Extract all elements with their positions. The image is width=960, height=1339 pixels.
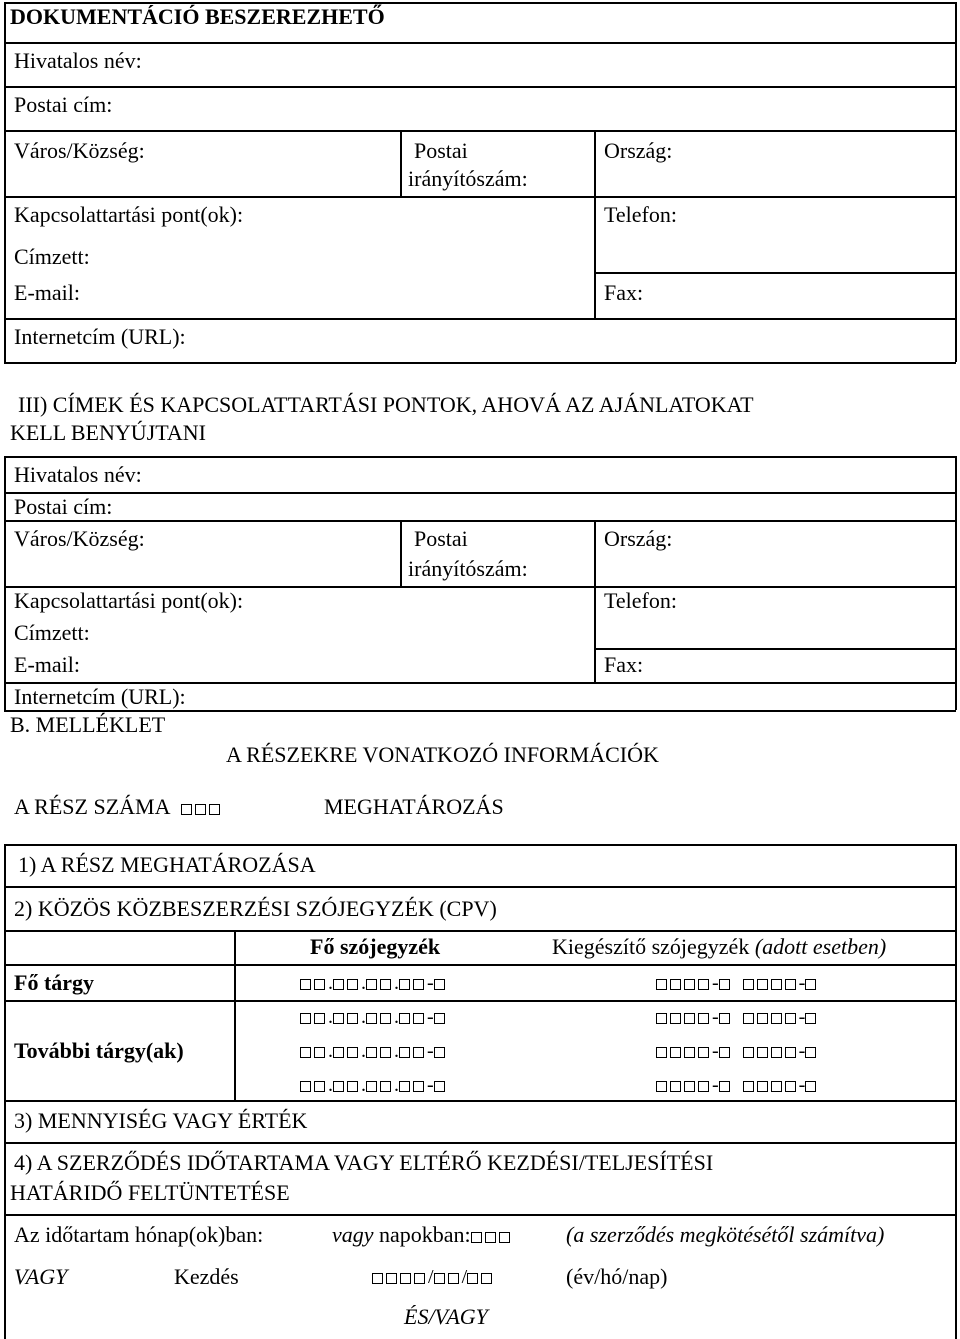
digit-box [481, 1273, 492, 1284]
col-main-vocabulary: Fő szójegyzék [310, 934, 441, 959]
digit-box [380, 1013, 391, 1024]
digit-box [719, 1013, 730, 1024]
item-quantity: 3) MENNYISÉG VAGY ÉRTÉK [14, 1108, 308, 1133]
cpv-additional-supp-code[interactable]: - - [656, 1040, 819, 1063]
rule [4, 86, 956, 88]
digit-box [333, 1081, 344, 1092]
digit-box [386, 1273, 397, 1284]
digit-box [670, 979, 681, 990]
digit-box [684, 1013, 695, 1024]
digit-box [656, 1013, 667, 1024]
digit-box [413, 1081, 424, 1092]
label-postal-code: Postai [414, 138, 468, 163]
digit-box [771, 1081, 782, 1092]
label-url: Internetcím (URL): [14, 684, 186, 709]
digit-box [300, 1013, 311, 1024]
digit-box [414, 1273, 425, 1284]
top-left-rule [4, 2, 6, 42]
rule [4, 42, 6, 362]
digit-box [743, 979, 754, 990]
part-number-text: A RÉSZ SZÁMA [14, 794, 170, 819]
digit-box [698, 979, 709, 990]
item-part-definition: 1) A RÉSZ MEGHATÁROZÁSA [18, 852, 316, 877]
digit-box [314, 979, 325, 990]
digit-box [434, 1013, 445, 1024]
digit-box [805, 1081, 816, 1092]
label-addressee: Címzett: [14, 244, 90, 269]
cpv-additional-code[interactable]: . . . - [300, 1040, 448, 1063]
digit-box [434, 1081, 445, 1092]
digit-box [771, 1047, 782, 1058]
label-phone: Telefon: [604, 202, 677, 227]
heading-documentation: DOKUMENTÁCIÓ BESZEREZHETŐ [10, 4, 385, 29]
digit-box [656, 979, 667, 990]
annex-subtitle: A RÉSZEKRE VONATKOZÓ INFORMÁCIÓK [226, 742, 659, 767]
digit-box [366, 1081, 377, 1092]
digit-box [314, 1013, 325, 1024]
digit-box [743, 1081, 754, 1092]
label-email: E-mail: [14, 652, 80, 677]
label-and-or: ÉS/VAGY [404, 1304, 488, 1329]
digit-box [372, 1273, 383, 1284]
rule [234, 930, 236, 1100]
rule [4, 1214, 956, 1216]
digit-box [366, 979, 377, 990]
digit-box [698, 1013, 709, 1024]
digit-box [684, 1081, 695, 1092]
label-country: Ország: [604, 138, 673, 163]
digit-box [209, 804, 220, 815]
digit-box [757, 1013, 768, 1024]
digit-box [333, 1047, 344, 1058]
rule [4, 1000, 956, 1002]
digit-box [805, 1047, 816, 1058]
digit-box [785, 1013, 796, 1024]
rule [4, 196, 594, 198]
rule [4, 844, 6, 1339]
digit-box [719, 1081, 730, 1092]
section-iii-heading-2: KELL BENYÚJTANI [10, 420, 207, 445]
digit-box [314, 1081, 325, 1092]
digit-box [347, 1081, 358, 1092]
label-url: Internetcím (URL): [14, 324, 186, 349]
rule [400, 520, 402, 586]
digit-box [366, 1013, 377, 1024]
digit-box [300, 1081, 311, 1092]
digit-box [399, 1081, 410, 1092]
digit-box [300, 979, 311, 990]
label-contact-points: Kapcsolattartási pont(ok): [14, 588, 244, 613]
digit-box [399, 1047, 410, 1058]
digit-box [300, 1047, 311, 1058]
rule [4, 520, 956, 522]
digit-box [314, 1047, 325, 1058]
digit-box [195, 804, 206, 815]
start-date-boxes[interactable]: / / [372, 1266, 495, 1289]
digit-box [400, 1273, 411, 1284]
label-postal-code-2: irányítószám: [408, 556, 528, 581]
supp-vocab-note: (adott esetben) [754, 934, 887, 959]
label-part-number [14, 794, 223, 820]
digit-box [399, 979, 410, 990]
row-additional-objects: További tárgy(ak) [14, 1038, 184, 1063]
digit-box [785, 1047, 796, 1058]
digit-box [684, 1047, 695, 1058]
item-duration-2: HATÁRIDŐ FELTÜNTETÉSE [10, 1180, 290, 1205]
digit-box [771, 979, 782, 990]
digit-box [380, 979, 391, 990]
label-from-conclusion: (a szerződés megkötésétől számítva) [566, 1222, 885, 1247]
or-text: vagy [332, 1222, 374, 1247]
label-or-caps: VAGY [14, 1264, 68, 1289]
days-boxes[interactable] [471, 1225, 513, 1247]
digit-box [785, 1081, 796, 1092]
item-duration: 4) A SZERZŐDÉS IDŐTARTAMA VAGY ELTÉRŐ KEZDÉSI/TELJESÍTÉSI [14, 1150, 714, 1175]
rule [955, 456, 957, 710]
digit-box [698, 1047, 709, 1058]
digit-box [380, 1081, 391, 1092]
label-postal-address: Postai cím: [14, 494, 113, 519]
digit-box [413, 1047, 424, 1058]
label-or-days [332, 1222, 513, 1248]
rule [594, 272, 956, 274]
digit-box [471, 1232, 482, 1243]
rule [4, 930, 956, 932]
rule [4, 1142, 956, 1144]
digit-box [771, 1013, 782, 1024]
rule [400, 130, 402, 196]
rule [594, 648, 956, 650]
digit-box [434, 1273, 445, 1284]
digit-box [347, 1047, 358, 1058]
rule [4, 42, 956, 44]
digit-box [805, 1013, 816, 1024]
cpv-main-code[interactable]: . . . - [300, 972, 448, 995]
digit-box [333, 979, 344, 990]
label-duration-months: Az időtartam hónap(ok)ban: [14, 1222, 264, 1247]
digit-box [670, 1047, 681, 1058]
rule [4, 964, 956, 966]
label-date-format: (év/hó/nap) [566, 1264, 668, 1289]
section-iii-heading: III) CÍMEK ÉS KAPCSOLATTARTÁSI PONTOK, AHOVÁ AZ AJÁNLATOKAT [18, 392, 754, 417]
digit-box [399, 1013, 410, 1024]
rule [4, 1100, 956, 1102]
rule [4, 362, 956, 364]
supp-vocab-text: Kiegészítő szójegyzék [552, 934, 750, 959]
digit-box [719, 1047, 730, 1058]
digit-box [719, 979, 730, 990]
label-city: Város/Község: [14, 138, 145, 163]
rule [955, 844, 957, 1339]
rule [4, 456, 956, 458]
digit-box [743, 1047, 754, 1058]
digit-box [333, 1013, 344, 1024]
cpv-additional-code[interactable]: . . . - [300, 1006, 448, 1029]
item-cpv: 2) KÖZÖS KÖZBESZERZÉSI SZÓJEGYZÉK (CPV) [14, 896, 497, 921]
label-official-name: Hivatalos név: [14, 48, 142, 73]
rule [594, 196, 956, 198]
digit-box [448, 1273, 459, 1284]
digit-box [347, 979, 358, 990]
rule [594, 130, 596, 318]
label-postal-address: Postai cím: [14, 92, 113, 117]
digit-box [656, 1047, 667, 1058]
digit-box [413, 979, 424, 990]
label-fax: Fax: [604, 280, 644, 305]
annex-title: B. MELLÉKLET [10, 712, 166, 737]
digit-box [698, 1081, 709, 1092]
rule [4, 130, 956, 132]
digit-box [485, 1232, 496, 1243]
digit-box [366, 1047, 377, 1058]
rule [955, 42, 957, 362]
digit-box [684, 979, 695, 990]
label-addressee: Címzett: [14, 620, 90, 645]
row-main-object: Fő tárgy [14, 970, 95, 995]
rule [4, 456, 6, 710]
label-country: Ország: [604, 526, 673, 551]
digit-box [670, 1081, 681, 1092]
cpv-additional-code[interactable]: . . . - [300, 1074, 448, 1097]
col-supplementary-vocabulary [552, 934, 886, 960]
label-definition: MEGHATÁROZÁS [324, 794, 504, 819]
digit-box [347, 1013, 358, 1024]
top-right-rule [955, 2, 957, 42]
label-email: E-mail: [14, 280, 80, 305]
label-fax: Fax: [604, 652, 644, 677]
digit-box [757, 1047, 768, 1058]
cpv-additional-supp-code[interactable]: - - [656, 1074, 819, 1097]
rule [4, 492, 956, 494]
digit-box [785, 979, 796, 990]
label-contact-points: Kapcsolattartási pont(ok): [14, 202, 244, 227]
digit-box [467, 1273, 478, 1284]
digit-box [757, 1081, 768, 1092]
rule [4, 318, 956, 320]
digit-box [434, 979, 445, 990]
rule [4, 844, 956, 846]
cpv-supp-code[interactable]: - - [656, 972, 819, 995]
cpv-additional-supp-code[interactable]: - - [656, 1006, 819, 1029]
digit-box [413, 1013, 424, 1024]
label-official-name: Hivatalos név: [14, 462, 142, 487]
digit-box [670, 1013, 681, 1024]
digit-box [743, 1013, 754, 1024]
rule [4, 886, 956, 888]
in-days-text: napokban: [379, 1222, 471, 1247]
part-number-boxes[interactable] [181, 794, 223, 819]
label-phone: Telefon: [604, 588, 677, 613]
digit-box [757, 979, 768, 990]
digit-box [380, 1047, 391, 1058]
label-postal-code-2: irányítószám: [408, 166, 528, 191]
label-start: Kezdés [174, 1264, 239, 1289]
rule [594, 520, 596, 682]
label-postal-code: Postai [414, 526, 468, 551]
digit-box [181, 804, 192, 815]
label-city: Város/Község: [14, 526, 145, 551]
digit-box [805, 979, 816, 990]
digit-box [656, 1081, 667, 1092]
digit-box [434, 1047, 445, 1058]
digit-box [499, 1232, 510, 1243]
